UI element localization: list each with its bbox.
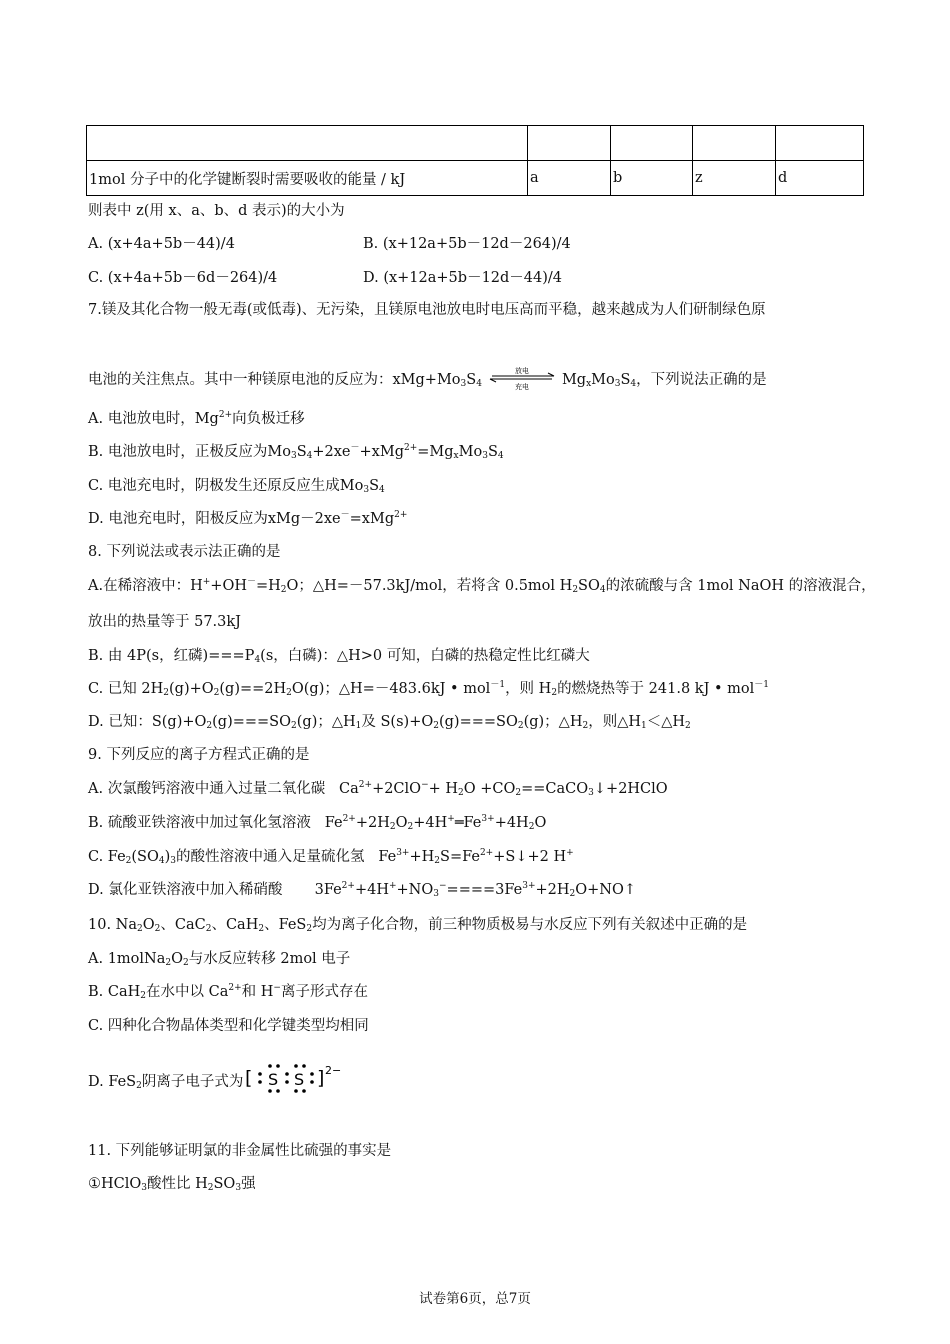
q9-stem: 9. 下列反应的离子方程式正确的是: [88, 747, 310, 763]
q10-option-c: C. 四种化合物晶体类型和化学键类型均相同: [88, 1018, 369, 1034]
svg-text:S: S: [268, 1070, 279, 1089]
q9-option-b: B. 硫酸亚铁溶液中加过氧化氢溶液 $Fe^{2+}+2H_2O_2+4H^+═Fe^{3+}+4H_2O$: [88, 814, 547, 832]
q10-option-d: D. FeS$_2$阴离子电子式为 [ S S ] 2−: [88, 1062, 345, 1102]
q8-option-a-line1: A.在稀溶液中：$H^++OH^-=H_2O$；△H=－57.3kJ/mol，若将含 0.5mol $H_2SO_4$的浓硫酸与含 1mol NaOH 的溶液混合，: [88, 577, 876, 595]
table-header-cell: [776, 126, 864, 161]
svg-text:S: S: [294, 1070, 305, 1089]
table-cell: b: [611, 161, 693, 196]
q10-option-a: A. $1molNa_2O_2$与水反应转移 2mol 电子: [88, 951, 351, 968]
q8-stem: 8. 下列说法或表示法正确的是: [88, 544, 281, 560]
q7-option-d: D. 电池充电时，阳极反应为xMg－2xe－=xMg$^{2+}$: [88, 510, 408, 527]
q11-stem: 11. 下列能够证明氯的非金属性比硫强的事实是: [88, 1143, 392, 1159]
reversible-arrow-icon: [486, 364, 558, 394]
q7-option-c: C. 电池充电时，阴极发生还原反应生成$Mo_3S_4$: [88, 478, 385, 495]
table-cell: z: [693, 161, 776, 196]
table-header-cell: [528, 126, 611, 161]
q8-option-b: B. 由 4P(s，红磷)$===P_4(s$，白磷)：△H>0 可知，白磷的热稳定性比红磷大: [88, 648, 590, 665]
page-footer: 试卷第6页，总7页: [419, 1291, 531, 1307]
arrow-top-label: 放电: [514, 367, 529, 375]
table-cell: d: [776, 161, 864, 196]
svg-text:2−: 2−: [325, 1064, 342, 1077]
q6-option-b: B. (x+12a+5b－12d－264)/4: [363, 236, 571, 252]
q7-stem: 7.镁及其化合物一般无毒(或低毒)、无污染，且镁原电池放电时电压高而平稳，越来越成为人们研制绿色原: [88, 302, 766, 318]
table-row: [87, 161, 864, 196]
q7-option-b: B. 电池放电时，正极反应为$Mo_3S_4+2xe^-+xMg^{2+}=Mg_xMo_3S_4$: [88, 443, 504, 461]
q6-option-d: D. (x+12a+5b－12d－44)/4: [363, 270, 563, 286]
q10-option-b: B. CaH$_2$在水中以 $Ca^{2+}$和 H−离子形式存在: [88, 983, 368, 1001]
q6-stem: 则表中 z(用 x、a、b、d 表示)的大小为: [88, 203, 345, 219]
q9-option-c: C. $Fe_2(SO_4)_3$的酸性溶液中通入足量硫化氢 $Fe^{3+}+H_2S=Fe^{2+}+S↓+2$ H+: [88, 848, 574, 866]
q8-option-a-line2: 放出的热量等于 57.3kJ: [88, 614, 241, 630]
q9-option-d: D. 氯化亚铁溶液中加入稀硝酸 $3Fe^{2+}+4H^++NO_3^-====3Fe^{3+}+2H_2O+NO↑$: [88, 881, 637, 899]
q10-stem: 10. $Na_2O_2$、CaC$_2$、CaH$_2$、FeS$_2$均为离子化合物，前三种物质极易与水反应下列有关叙述中正确的是: [88, 917, 748, 934]
bond-energy-table: [86, 125, 864, 196]
q7-stem-suffix: ，下列说法正确的是: [636, 372, 767, 388]
q7-stem-line2: 电池的关注焦点。其中一种镁原电池的反应为：$xMg+Mo_3S_4$ 放电 充电 $Mg_xMo_3S_4$，下列说法正确的是: [88, 364, 767, 394]
q11-item-1: ①HClO$_3$酸性比 $H_2SO_3$强: [88, 1176, 256, 1193]
q6-option-c: C. (x+4a+5b－6d－264)/4: [88, 270, 278, 286]
table-row-label: 1mol 分子中的化学键断裂时需要吸收的能量 / kJ: [87, 161, 528, 196]
table-cell: a: [528, 161, 611, 196]
q7-stem-prefix: 电池的关注焦点。其中一种镁原电池的反应为：: [88, 372, 393, 388]
q7-option-a: A. 电池放电时，$Mg^{2+}$向负极迁移: [88, 410, 305, 427]
svg-text:]: ]: [317, 1067, 325, 1089]
q8-option-c: C. 已知 $2H_2(g)+O_2(g)==2H_2O(g)$；△H=－483.6kJ • mol$^{-1}$，则 $H_2$的燃烧热等于 241.8 kJ • mol$^{-1}$: [88, 680, 770, 698]
disulfide-lewis-structure-icon: [245, 1062, 345, 1102]
table-header-cell: [693, 126, 776, 161]
arrow-bottom-label: 充电: [514, 383, 529, 391]
table-header-row: [87, 126, 864, 161]
table-header-cell: [611, 126, 693, 161]
svg-text:[: [: [245, 1067, 253, 1089]
q6-option-a: A. (x+4a+5b－44)/4: [88, 236, 235, 252]
table-header-cell: [87, 126, 528, 161]
q9-option-a: A. 次氯酸钙溶液中通入过量二氧化碳 $Ca^{2+}+2ClO^-+ H_2O$ $+CO_2==CaCO_3↓+2HClO$: [88, 780, 668, 798]
q8-option-d: D. 已知：$S(g)+O_2(g)===SO_2(g)$；$\triangle H_1$及 $S(s)+O_2(g)===SO_2(g)$；$\triangle H_2$，则$\triangle H_1<\triangle H_2$: [88, 714, 691, 731]
